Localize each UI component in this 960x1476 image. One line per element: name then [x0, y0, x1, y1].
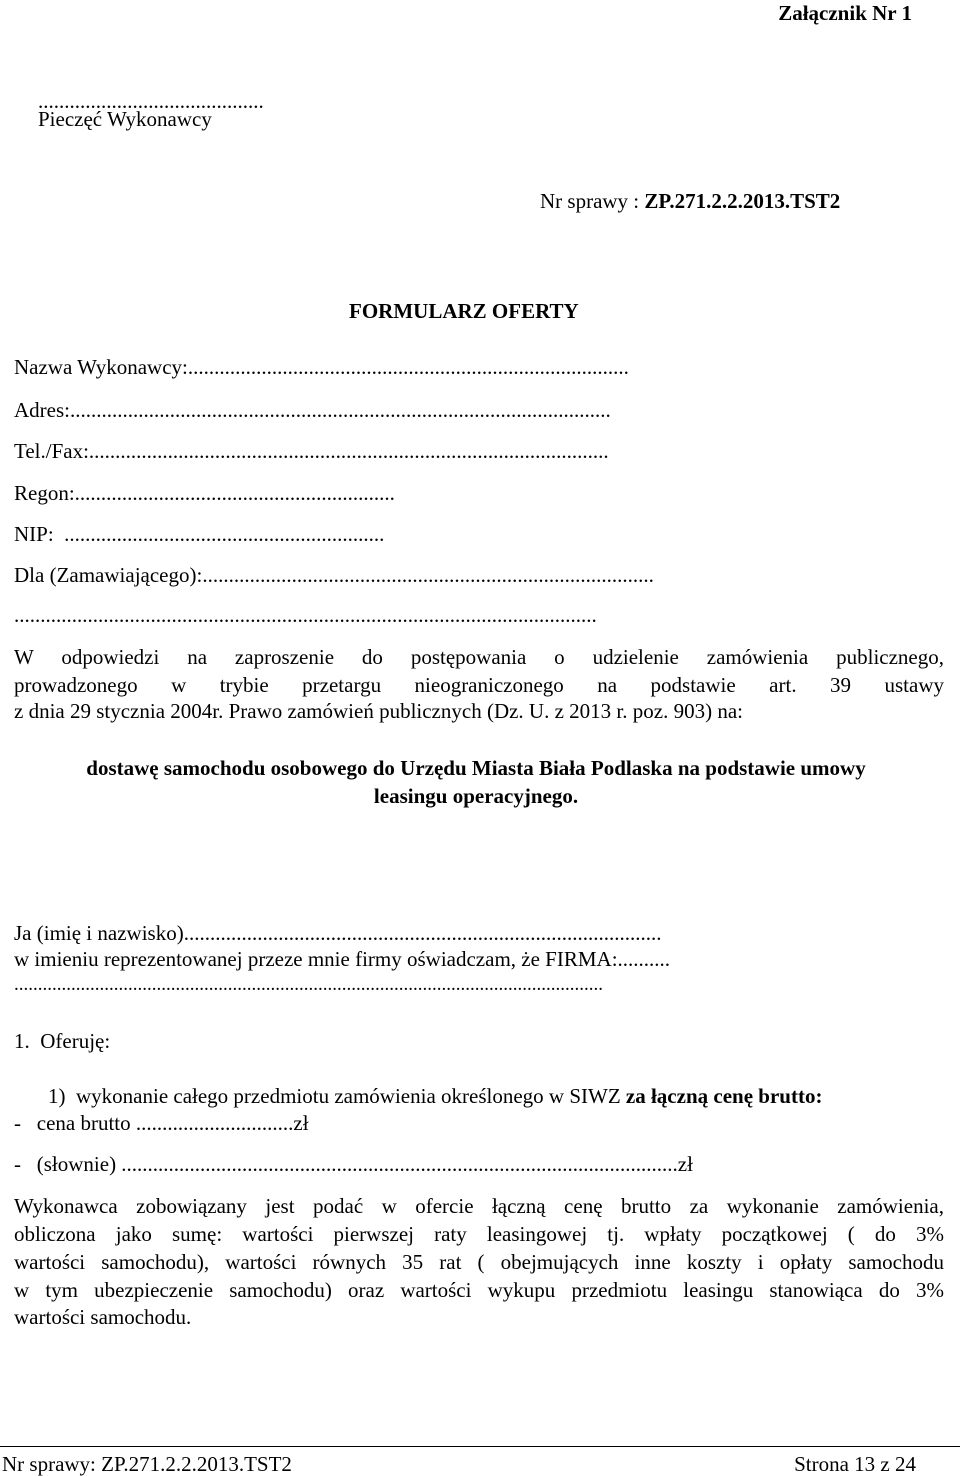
note-line: wartości samochodu), wartości równych 35 rat ( obejmujących inne koszty i opłaty samochodu: [14, 1250, 944, 1274]
field-regon: Regon:.............................................................: [14, 481, 395, 505]
footer-case-number: Nr sprawy: ZP.271.2.2.2013.TST2: [2, 1452, 292, 1476]
declaration-company: w imieniu reprezentowanej przeze mnie firmy oświadczam, że FIRMA:..........: [14, 947, 671, 971]
offer-item-text: 1) wykonanie całego przedmiotu zamówienia określonego w SIWZ: [48, 1084, 626, 1108]
declaration-name: Ja (imię i nazwisko)...........................................................................................: [14, 921, 662, 945]
field-address: Adres:.......................................................................................................: [14, 398, 611, 422]
field-contractor-name: Nazwa Wykonawcy:....................................................................................: [14, 355, 629, 379]
intro-line: W odpowiedzi na zaproszenie do postępowania o udzielenie zamówienia publicznego,: [14, 645, 944, 669]
field-phone-fax: Tel./Fax:...................................................................................................: [14, 439, 609, 463]
note-line: w tym ubezpieczenie samochodu) oraz wartości wykupu przedmiotu leasingu stanowiąca do 3%: [14, 1278, 944, 1302]
stamp-dots: ...........................................: [38, 89, 264, 113]
field-ordering-party-continued: ...............................................................................................................: [14, 603, 597, 627]
price-gross-line: - cena brutto ..............................zł: [14, 1111, 309, 1135]
offer-heading: 1. Oferuję:: [14, 1029, 111, 1053]
footer-divider: [0, 1446, 960, 1447]
case-number: [540, 188, 840, 214]
stamp-label: Pieczęć Wykonawcy: [38, 107, 212, 131]
order-subject-line: dostawę samochodu osobowego do Urzędu Miasta Biała Podlaska na podstawie umowy: [86, 756, 866, 780]
note-line: obliczona jako sumę: wartości pierwszej raty leasingowej tj. wpłaty początkowej ( do 3%: [14, 1222, 944, 1246]
field-nip: NIP: .............................................................: [14, 522, 385, 546]
price-words-line: - (słownie) ..........................................................................................................zł: [14, 1152, 693, 1176]
order-subject-line: leasingu operacyjnego.: [373, 784, 579, 808]
declaration-dots: ............................................................................................................................: [14, 974, 603, 995]
note-line: Wykonawca zobowiązany jest podać w ofercie łączną cenę brutto za wykonanie zamówienia,: [14, 1194, 944, 1218]
offer-item: [48, 1083, 822, 1109]
case-number-label: Nr sprawy :: [540, 189, 645, 213]
note-line: wartości samochodu.: [14, 1305, 192, 1329]
field-ordering-party: Dla (Zamawiającego):......................................................................................: [14, 563, 654, 587]
footer-page-number: Strona 13 z 24: [794, 1452, 916, 1476]
page-title: FORMULARZ OFERTY: [349, 299, 579, 323]
intro-line: z dnia 29 stycznia 2004r. Prawo zamówień publicznych (Dz. U. z 2013 r. poz. 903) na:: [14, 699, 743, 723]
attachment-label: Załącznik Nr 1: [778, 1, 912, 25]
offer-item-bold: za łączną cenę brutto:: [625, 1084, 823, 1108]
case-number-value: ZP.271.2.2.2013.TST2: [644, 189, 841, 213]
intro-line: prowadzonego w trybie przetargu nieograniczonego na podstawie art. 39 ustawy: [14, 673, 944, 697]
